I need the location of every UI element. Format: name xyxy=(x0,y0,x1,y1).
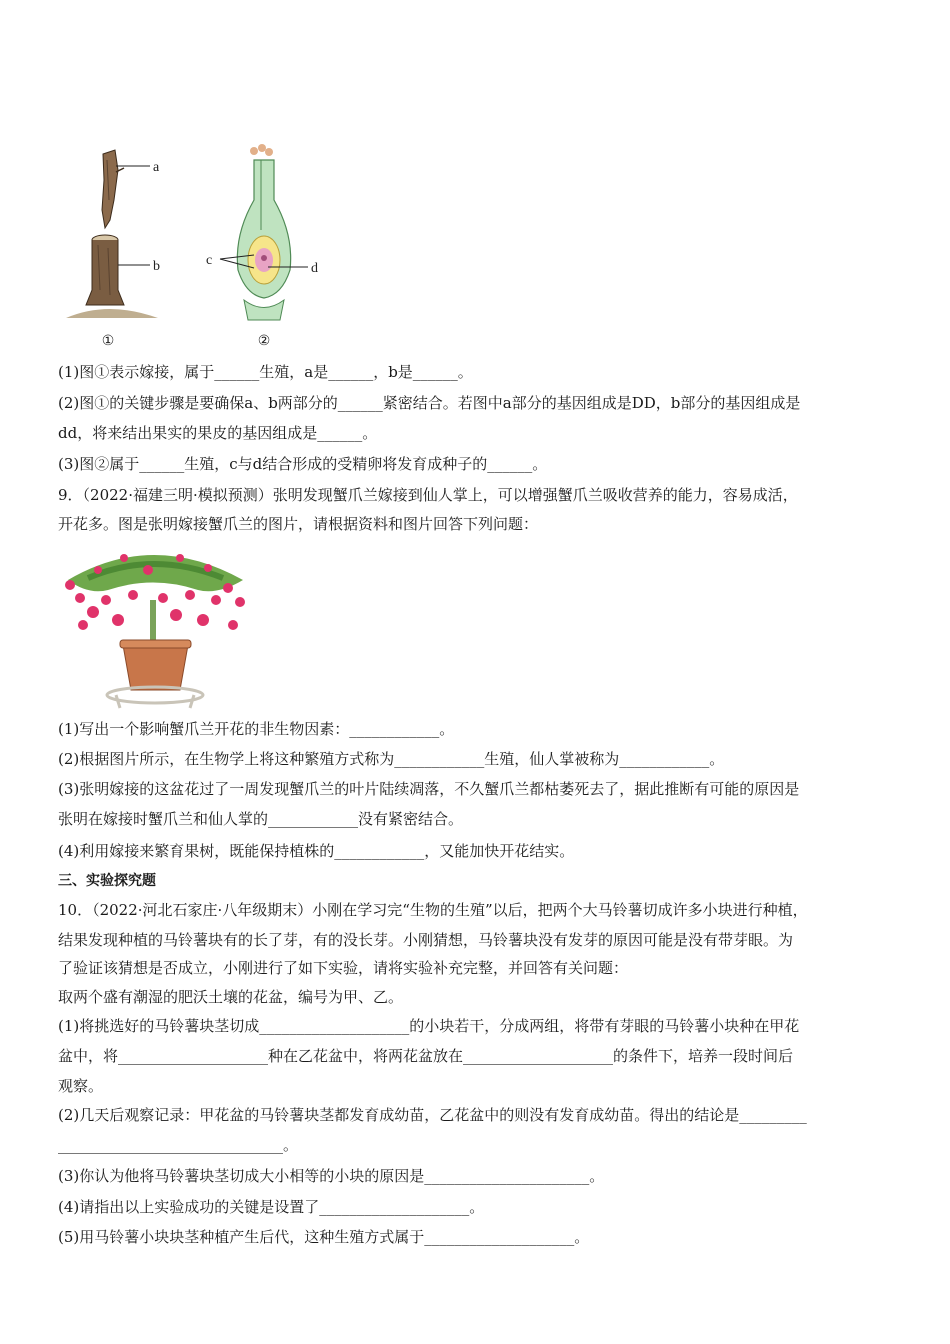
q10-stem-line1: 10．（2022·河北石家庄·八年级期末）小刚在学习完“生物的生殖”以后，把两个大马铃薯切成许多小块进行种植， xyxy=(58,901,808,919)
caption-1: ① xyxy=(101,334,115,349)
q10-part2-line2: ______________________________。 xyxy=(58,1136,299,1154)
q10-part2-line1: (2)几天后观察记录：甲花盆的马铃薯块茎都发育成幼苗，乙花盆中的则没有发育成幼苗。得出的结论是_________ xyxy=(58,1106,807,1124)
crab-cactus-photo xyxy=(58,540,253,710)
label-c: c xyxy=(206,253,213,268)
q8-part2-line2: dd，将来结出果实的果皮的基因组成是______。 xyxy=(58,424,378,442)
label-d: d xyxy=(311,261,318,276)
q10-part3: (3)你认为他将马铃薯块茎切成大小相等的小块的原因是______________________。 xyxy=(58,1167,605,1185)
q9-stem-line1: 9．（2022·福建三明·模拟预测）张明发现蟹爪兰嫁接到仙人掌上，可以增强蟹爪兰吸收营养的能力，容易成活， xyxy=(58,486,798,504)
stock-illustration xyxy=(66,235,158,318)
caption-2: ② xyxy=(257,334,271,349)
q10-part4: (4)请指出以上实验成功的关键是设置了____________________。 xyxy=(58,1198,485,1216)
label-a: a xyxy=(153,160,160,175)
q9-part4: (4)利用嫁接来繁育果树，既能保持植株的____________，又能加快开花结实。 xyxy=(58,842,575,860)
q9-part2: (2)根据图片所示，在生物学上将这种繁殖方式称为____________生殖，仙人掌被称为____________。 xyxy=(58,750,725,768)
q10-part1-line2: 盆中，将____________________种在乙花盆中，将两花盆放在____________________的条件下，培养一段时间后 xyxy=(58,1047,794,1065)
q10-part1-line1: (1)将挑选好的马铃薯块茎切成____________________的小块若干，分成两组，将带有芽眼的马铃薯小块种在甲花 xyxy=(58,1017,800,1035)
q8-part3: (3)图②属于______生殖，c与d结合形成的受精卵将发育成种子的______。 xyxy=(58,455,548,473)
scion-illustration xyxy=(102,150,124,228)
label-b: b xyxy=(153,259,160,274)
q9-part3-line2: 张明在嫁接时蟹爪兰和仙人掌的____________没有紧密结合。 xyxy=(58,810,464,828)
q9-part3-line1: (3)张明嫁接的这盆花过了一周发现蟹爪兰的叶片陆续凋落，不久蟹爪兰都枯萎死去了，据此推断有可能的原因是 xyxy=(58,780,800,798)
section-3-title: 三、实验探究题 xyxy=(58,873,156,889)
q10-stem-line2: 结果发现种植的马铃薯块有的长了芽，有的没长芽。小刚猜想，马铃薯块没有发芽的原因可能是没有带芽眼。为 xyxy=(58,931,794,949)
q10-part1-line3: 观察。 xyxy=(58,1077,104,1095)
q10-stem-line4: 取两个盛有潮湿的肥沃土壤的花盆，编号为甲、乙。 xyxy=(58,988,404,1006)
q9-stem-line2: 开花多。图是张明嫁接蟹爪兰的图片，请根据资料和图片回答下列问题： xyxy=(58,515,539,533)
q10-stem-line3: 了验证该猜想是否成立，小刚进行了如下实验，请将实验补充完整，并回答有关问题： xyxy=(58,959,629,977)
q8-part2-line1: (2)图①的关键步骤是要确保a、b两部分的______紧密结合。若图中a部分的基因组成是DD，b部分的基因组成是 xyxy=(58,394,801,412)
flower-pot xyxy=(107,640,203,708)
q10-part5: (5)用马铃薯小块块茎种植产生后代，这种生殖方式属于____________________。 xyxy=(58,1228,590,1246)
q9-part1: (1)写出一个影响蟹爪兰开花的非生物因素：____________。 xyxy=(58,720,455,738)
q8-part1: (1)图①表示嫁接，属于______生殖，a是______，b是______。 xyxy=(58,363,473,381)
grafting-and-flower-figure xyxy=(58,140,338,355)
pistil-illustration xyxy=(237,144,290,320)
cactus-foliage xyxy=(68,555,243,591)
